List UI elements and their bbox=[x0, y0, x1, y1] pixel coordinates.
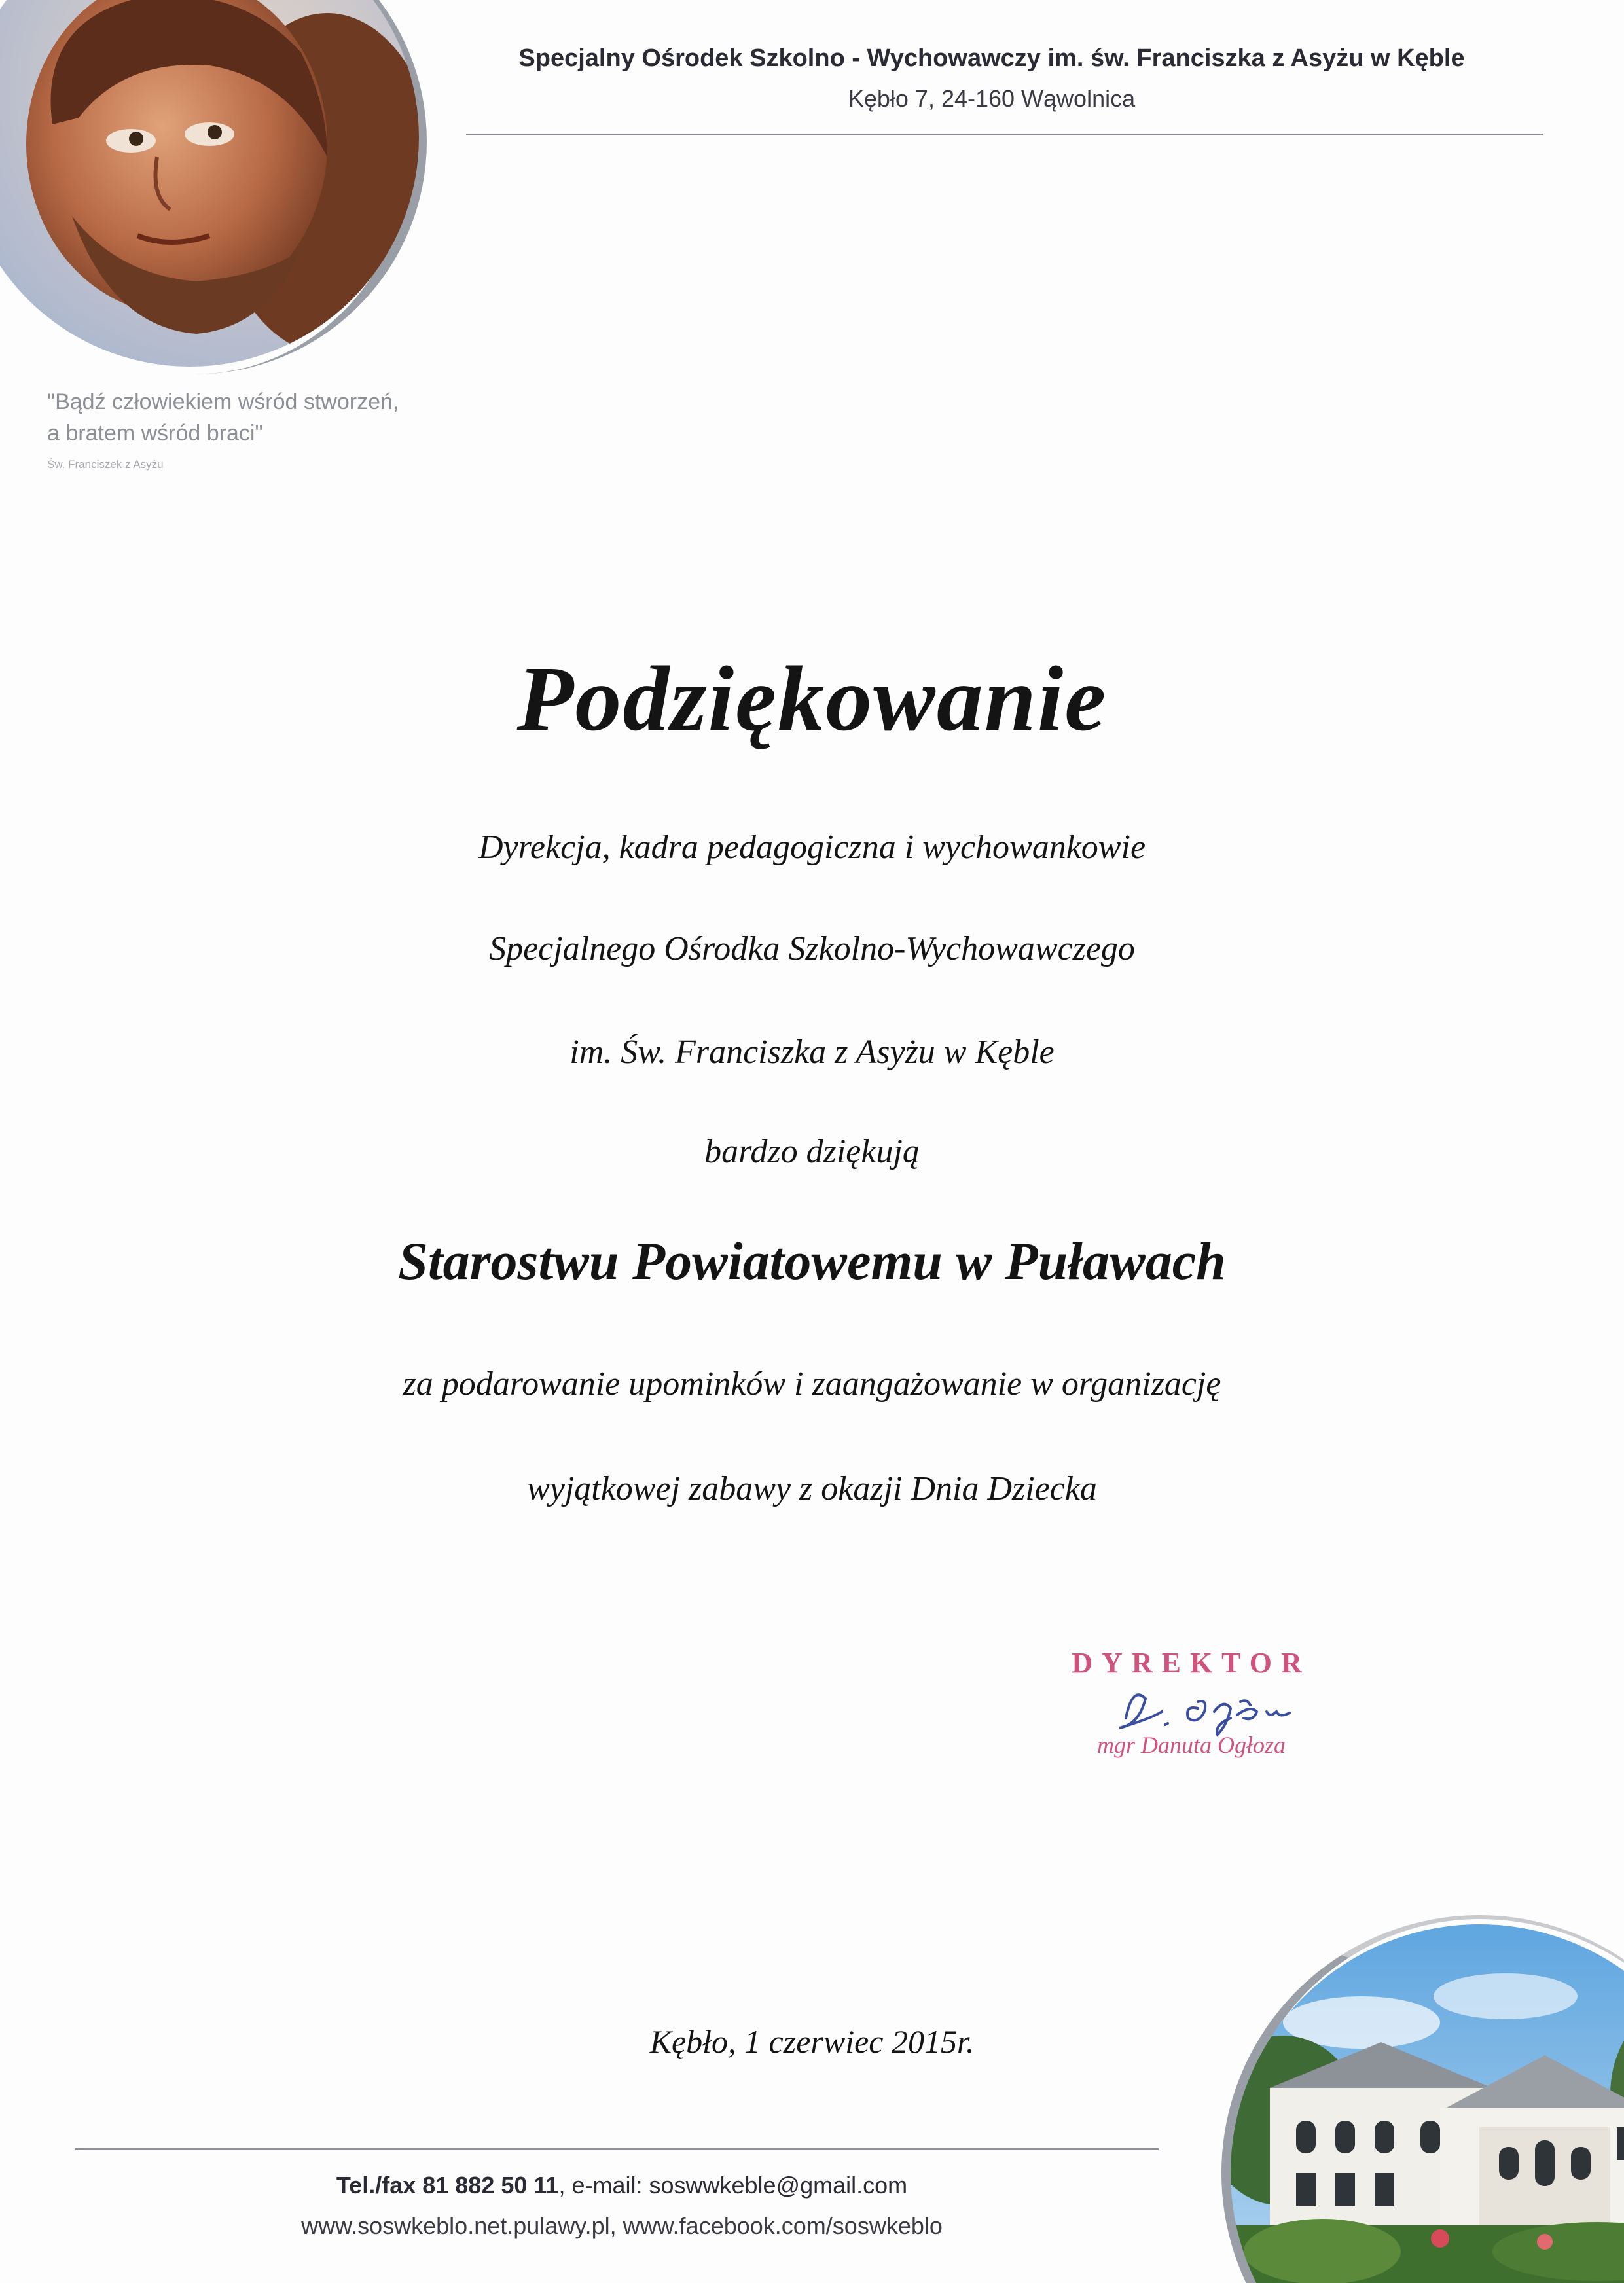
header-divider bbox=[466, 134, 1543, 135]
motto-line-1: "Bądź człowiekiem wśród stworzeń, bbox=[47, 389, 399, 414]
letter-line-4: bardzo dziękują bbox=[704, 1133, 920, 1170]
stamp-title: DYREKTOR bbox=[1072, 1647, 1311, 1679]
motto-author: Św. Franciszek z Asyżu bbox=[47, 458, 164, 471]
school-building-image bbox=[1231, 1924, 1624, 2283]
letter-line-3: im. Św. Franciszka z Asyżu w Kęble bbox=[569, 1034, 1055, 1071]
letter-date: Kębło, 1 czerwiec 2015r. bbox=[649, 2023, 975, 2060]
motto-line-2: a bratem wśród braci" bbox=[47, 421, 263, 446]
footer-contact bbox=[164, 2172, 1080, 2199]
institution-address: Kębło 7, 24-160 Wąwolnica bbox=[848, 85, 1136, 112]
motto-quote bbox=[47, 386, 399, 449]
letter-line-5: za podarowanie upominków i zaangażowanie w organizację bbox=[403, 1365, 1221, 1403]
letter-title: Podziękowanie bbox=[516, 647, 1108, 750]
stamp-director-name: mgr Danuta Ogłoza bbox=[1096, 1732, 1286, 1758]
letter-line-2: Specjalnego Ośrodka Szkolno-Wychowawczego bbox=[489, 930, 1135, 967]
footer-phone: Tel./fax 81 882 50 11 bbox=[336, 2172, 559, 2199]
letter-line-6: wyjątkowej zabawy z okazji Dnia Dziecka bbox=[527, 1470, 1097, 1507]
footer-email: , e-mail: soswwkeble@gmail.com bbox=[558, 2172, 908, 2199]
footer-websites: www.soswkeblo.net.pulawy.pl, www.facebook.com/soswkeblo bbox=[301, 2212, 943, 2239]
saint-portrait-image bbox=[0, 0, 419, 367]
footer-divider bbox=[75, 2148, 1159, 2150]
letter-line-1: Dyrekcja, kadra pedagogiczna i wychowankowie bbox=[478, 829, 1146, 866]
letter-recipient: Starostwu Powiatowemu w Puławach bbox=[398, 1231, 1226, 1291]
institution-name: Specjalny Ośrodek Szkolno - Wychowawczy im. św. Franciszka z Asyżu w Kęble bbox=[518, 45, 1465, 72]
